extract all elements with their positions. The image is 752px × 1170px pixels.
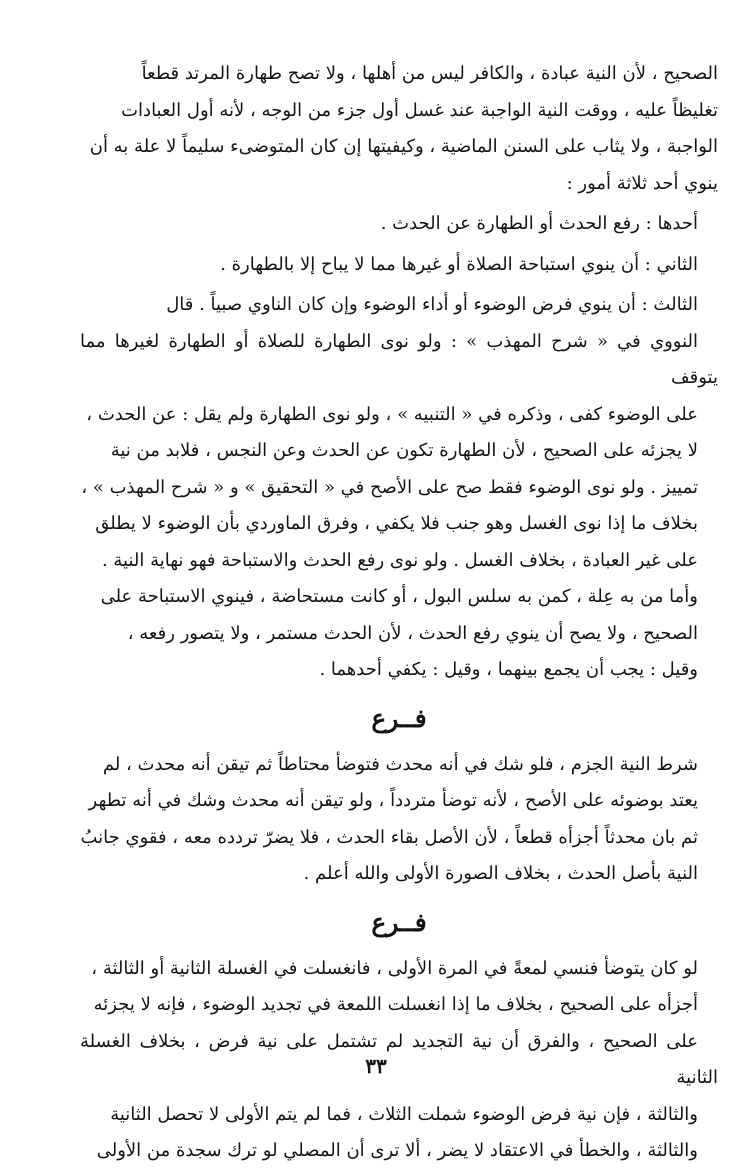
list-item-first: أحدها : رفع الحدث أو الطهارة عن الحدث . [380,213,698,234]
text-line: على الوضوء كفى ، وذكره في « التنبيه » ، ولو نوى الطهارة ولم يقل : عن الحدث ، [86,403,698,425]
paragraph-firm-intention [80,747,718,893]
text-line: تمييز . ولو نوى الوضوء فقط صح على الأصح في « التحقيق » و « شرح المهذب » ، [81,476,698,498]
text-line: لا يجزئه على الصحيح ، لأن الطهارة تكون عن الحدث وعن النجس ، فلابد من نية [110,440,698,461]
paragraph-third-option [80,287,718,689]
section-heading: فــرع [371,703,427,733]
paragraph-intro [80,56,718,202]
text-line: شرط النية الجزم ، فلو شك في أنه محدث فتوضأ محتاطاً ثم تيقن أنه محدث ، لم [102,753,698,775]
text-line: النووي في « شرح المهذب » : ولو نوى الطهارة للصلاة أو الطهارة لغيرها مما يتوقف [80,330,718,388]
text-line: ينوي أحد ثلاثة أمور : [566,172,718,194]
text-line: بخلاف ما إذا نوى الغسل وهو جنب فلا يكفي ، وفرق الماوردي بأن الوضوء لا يطلق [95,513,698,534]
text-line: تغليظاً عليه ، ووقت النية الواجبة عند غسل أول جزء من الوجه ، لأنه أول العبادات [121,99,718,121]
text-line: وقيل : يجب أن يجمع بينهما ، وقيل : يكفي أحدهما . [319,659,698,680]
text-line: أجزأه على الصحيح ، بخلاف ما إذا انغسلت اللمعة في تجديد الوضوء ، فإنه لا يجزئه [93,994,698,1015]
text-line: الواجبة ، ولا يثاب على السنن الماضية ، وكيفيتها إن كان المتوضىء سليماً لا علة به أن [89,136,718,157]
section-heading: فــرع [371,907,427,937]
text-line: يعتد بوضوئه على الأصح ، لأنه توضأ متردداً ، ولو تيقن أنه محدث وشك في أنه تطهر [88,790,698,811]
text-line: الثالث : أن ينوي فرض الوضوء أو أداء الوضوء وإن كان الناوي صبياً . قال [166,294,698,315]
page-body [80,56,718,1170]
text-line: الصحيح ، ولا يصح أن ينوي رفع الحدث ، لأن الحدث مستمر ، ولا يتصور رفعه ، [127,622,698,644]
list-item-second: الثاني : أن ينوي استباحة الصلاة أو غيرها مما لا يباح إلا بالطهارة . [220,253,698,275]
text-line: على الصحيح ، والفرق أن نية التجديد لم تشتمل على نية فرض ، بخلاف الغسلة الثانية [80,1030,718,1088]
text-line: والثالثة ، فإن نية فرض الوضوء شملت الثلاث ، فما لم يتم الأولى لا تحصل الثانية [110,1103,698,1125]
text-line: على غير العبادة ، بخلاف الغسل . ولو نوى رفع الحدث والاستباحة فهو نهاية النية . [101,549,698,571]
text-line: الصحيح ، لأن النية عبادة ، والكافر ليس من أهلها ، ولا تصح طهارة المرتد قطعاً [141,63,718,84]
page-number: ٣٣ [365,1054,387,1078]
text-line: النية بأصل الحدث ، بخلاف الصورة الأولى والله أعلم . [303,863,698,884]
text-line: وأما من به عِلة ، كمن به سلس البول ، أو كانت مستحاضة ، فينوي الاستباحة على [100,586,698,607]
text-line: لو كان يتوضأ فنسي لمعةً في المرة الأولى ، فانغسلت في الغسلة الثانية أو الثالثة ، [91,957,698,979]
text-line: ثم بان محدثاً أجزأه قطعاً ، لأن الأصل بقاء الحدث ، فلا يضرّ تردده معه ، فقوي جانبُ [80,826,698,848]
text-line: والثالثة ، والخطأ في الاعتقاد لا يضر ، ألا ترى أن المصلي لو ترك سجدة من الأولى [96,1140,698,1161]
